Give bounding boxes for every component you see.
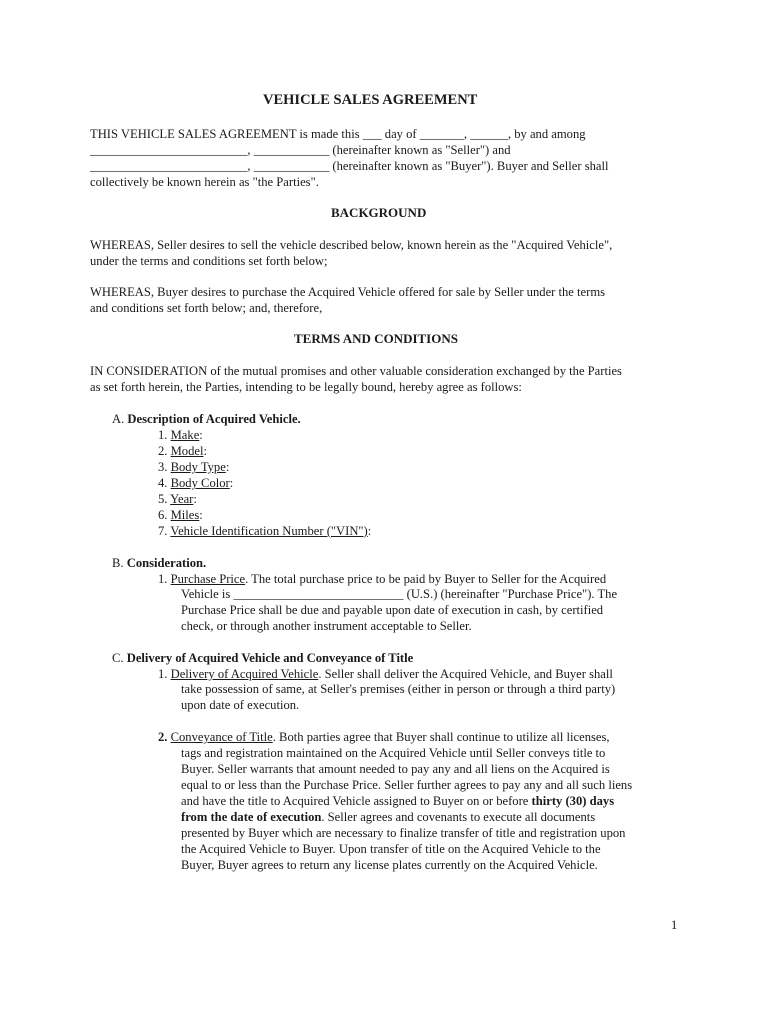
clause-line: equal to or less than the Purchase Price. Seller further agrees to pay any and all such liens [181,778,633,792]
clause-line: tags and registration maintained on the Acquired Vehicle until Seller conveys title to [181,746,606,760]
clause-line [181,809,595,825]
clause-line: the Acquired Vehicle to Buyer. Upon transfer of title on the Acquired Vehicle to the [181,842,601,856]
section-title: Consideration. [126,556,207,570]
clause-text: . The total purchase price to be paid by Buyer to Seller for the Acquired [245,572,607,586]
section-c-heading [112,650,413,666]
item-label: Body Type [170,460,226,474]
item-number: 6. [158,508,168,522]
item-label: Year [170,492,194,506]
item-label: Make [170,428,200,442]
item-suffix: : [225,460,230,474]
deadline-text: from the date of execution [181,810,322,824]
clause-first-line [158,729,610,745]
section-b-heading [112,555,206,571]
item-number: 7. [158,524,168,538]
clause-line: take possession of same, at Seller's premises (either in person or through a third party) [181,682,616,696]
document-title: VEHICLE SALES AGREEMENT [263,92,478,108]
clause-line: Vehicle is ___________________________ (U.S.) (hereinafter "Purchase Price"). The [181,587,618,601]
item-number: 5. [158,492,168,506]
consideration-line: as set forth herein, the Parties, intending to be legally bound, hereby agree as follows: [90,380,522,394]
item-label: Miles [170,508,200,522]
clause-line: upon date of execution. [181,698,300,712]
item-suffix: : [203,444,207,458]
whereas-line: WHEREAS, Seller desires to sell the vehicle described below, known herein as the "Acquired Vehicle", [90,238,613,252]
section-title: Description of Acquired Vehicle. [127,412,301,426]
consideration-line: IN CONSIDERATION of the mutual promises and other valuable consideration exchanged by the Parties [90,364,622,378]
item-number: 3. [158,460,168,474]
section-letter: A. [112,412,125,426]
intro-line: _________________________, ____________ (hereinafter known as "Buyer"). Buyer and Seller shall [90,159,609,173]
item-number: 1. [158,667,168,681]
item-label: Body Color [170,476,230,490]
terms-heading: TERMS AND CONDITIONS [294,331,458,346]
item-label: Model [170,444,204,458]
clause-text: . Seller shall deliver the Acquired Vehicle, and Buyer shall [318,667,613,681]
intro-line: THIS VEHICLE SALES AGREEMENT is made this ___ day of _______, ______, by and among [90,127,586,141]
clause-first-line [158,666,613,682]
intro-line: collectively be known herein as "the Parties". [90,175,319,189]
clause-line [181,793,614,809]
list-item [158,491,197,507]
clause-text: and have the title to Acquired Vehicle assigned to Buyer on or before [181,794,532,808]
background-heading: BACKGROUND [331,205,427,220]
list-item [158,459,229,475]
section-letter: B. [112,556,124,570]
item-suffix: : [367,524,372,538]
item-label: Conveyance of Title [170,730,273,744]
item-number: 2. [158,444,168,458]
clause-line: check, or through another instrument acceptable to Seller. [181,619,472,633]
item-number: 1. [158,428,168,442]
list-item [158,507,203,523]
item-suffix: : [229,476,234,490]
item-label: Purchase Price [170,572,246,586]
section-a-heading [112,411,301,427]
item-suffix: : [199,508,203,522]
intro-line: _________________________, ____________ (hereinafter known as "Seller") and [90,143,511,157]
item-number: 1. [158,572,168,586]
item-label: Delivery of Acquired Vehicle [170,667,319,681]
whereas-line: and conditions set forth below; and, therefore, [90,301,323,315]
item-number: 4. [158,476,168,490]
section-letter: C. [112,651,124,665]
item-number: 2. [158,730,168,744]
section-title: Delivery of Acquired Vehicle and Conveyance of Title [126,651,414,665]
clause-text: . Seller agrees and covenants to execute all documents [321,810,596,824]
item-suffix: : [193,492,197,506]
list-item [158,523,371,539]
clause-line: presented by Buyer which are necessary to finalize transfer of title and registration upon [181,826,626,840]
clause-line: Purchase Price shall be due and payable upon date of execution in cash, by certified [181,603,604,617]
clause-line: Buyer. Seller warrants that amount needed to pay any and all liens on the Acquired is [181,762,610,776]
list-item [158,427,203,443]
item-suffix: : [199,428,203,442]
clause-line: Buyer, Buyer agrees to return any license plates currently on the Acquired Vehicle. [181,858,598,872]
whereas-line: WHEREAS, Buyer desires to purchase the Acquired Vehicle offered for sale by Seller under the terms [90,285,606,299]
item-label: Vehicle Identification Number ("VIN") [170,524,368,538]
clause-text: . Both parties agree that Buyer shall continue to utilize all licenses, [272,730,610,744]
page-number: 1 [671,918,678,932]
deadline-text: thirty (30) days [531,794,615,808]
clause-first-line [158,571,606,587]
list-item [158,475,233,491]
list-item [158,443,207,459]
whereas-line: under the terms and conditions set forth below; [90,254,328,268]
